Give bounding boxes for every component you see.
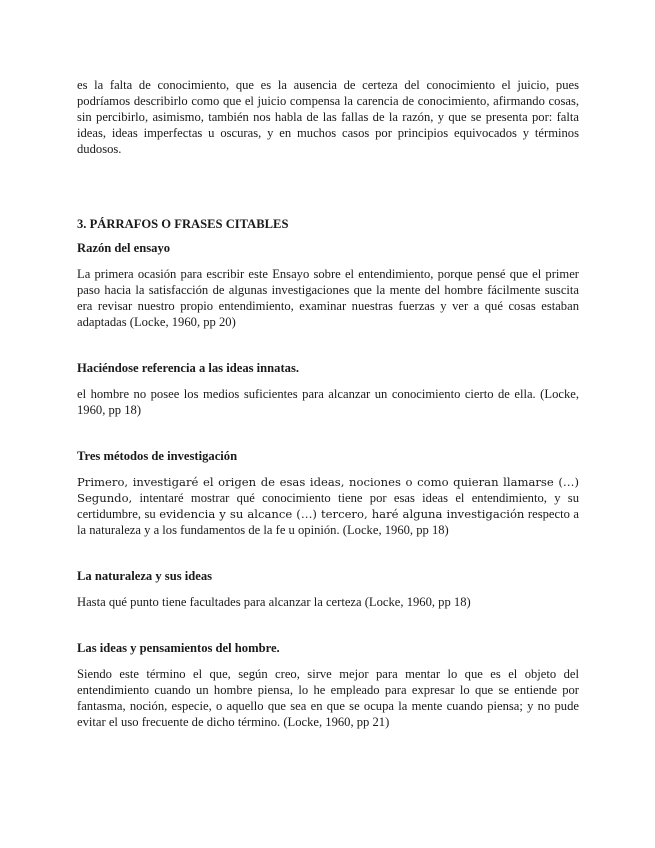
quote-text: La primera ocasión para escribir este Ensayo sobre el entendimiento, porque pensé que el primer paso hacia la satisfacción de algunas investigaciones que la mente del hombre fácilmente suscita era revisar nuestro propio entendimiento, examinar nuestras fuerzas y ver a qué cosas estaban adaptadas (Locke, 1960, pp 20) bbox=[77, 267, 579, 329]
quote-text-part: evidencia y su alcance (…) tercero, haré alguna investigación bbox=[159, 507, 525, 521]
document-page bbox=[77, 77, 579, 730]
quote-heading: Las ideas y pensamientos del hombre. bbox=[77, 641, 280, 655]
quote-heading: La naturaleza y sus ideas bbox=[77, 569, 213, 583]
quote-text-part: intentaré mostrar qué conocimiento tiene por esas ideas el entendimiento, y su certidumbre, su bbox=[77, 491, 579, 521]
quote-block bbox=[77, 640, 579, 730]
quote-text: Siendo este término el que, según creo, sirve mejor para mentar lo que es el objeto del entendimiento cuando un hombre piensa, lo he empleado para expresar lo que se entiende por fantasma, noción, especie, o aquello que sea en que se ocupa la mente cuando piensa; y no pude evitar el uso frecuente de dicho término. (Locke, 1960, pp 21) bbox=[77, 667, 579, 729]
quote-heading: Tres métodos de investigación bbox=[77, 449, 238, 463]
quote-text: Hasta qué punto tiene facultades para alcanzar la certeza (Locke, 1960, pp 18) bbox=[77, 595, 471, 609]
quote-text-part: respecto a la naturaleza y a los fundamentos de la fe u opinión. (Locke, 1960, pp 18) bbox=[77, 507, 579, 537]
quote-text-part: Primero, investigaré el origen de esas ideas, nociones o como quieran llamarse (…) Segundo, bbox=[77, 475, 579, 505]
quote-block bbox=[77, 568, 579, 610]
section-title: 3. PÁRRAFOS O FRASES CITABLES bbox=[77, 217, 289, 231]
quote-text bbox=[77, 474, 579, 538]
quote-heading: Razón del ensayo bbox=[77, 241, 171, 255]
intro-paragraph: es la falta de conocimiento, que es la ausencia de certeza del conocimiento el juicio, pues podríamos describirlo como que el juicio compensa la carencia de conocimiento, afirmando cosas, sin percibirlo, asimismo, también nos habla de las fallas de la razón, y que se presenta por: falta ideas, ideas imperfectas u oscuras, y en muchos casos por principios equivocados y términos dudosos. bbox=[77, 78, 579, 156]
quote-block bbox=[77, 448, 579, 538]
quote-text: el hombre no posee los medios suficientes para alcanzar un conocimiento cierto de ella. (Locke, 1960, pp 18) bbox=[77, 387, 579, 417]
quote-heading: Haciéndose referencia a las ideas innatas. bbox=[77, 361, 300, 375]
quote-block bbox=[77, 360, 579, 418]
quote-block bbox=[77, 240, 579, 330]
